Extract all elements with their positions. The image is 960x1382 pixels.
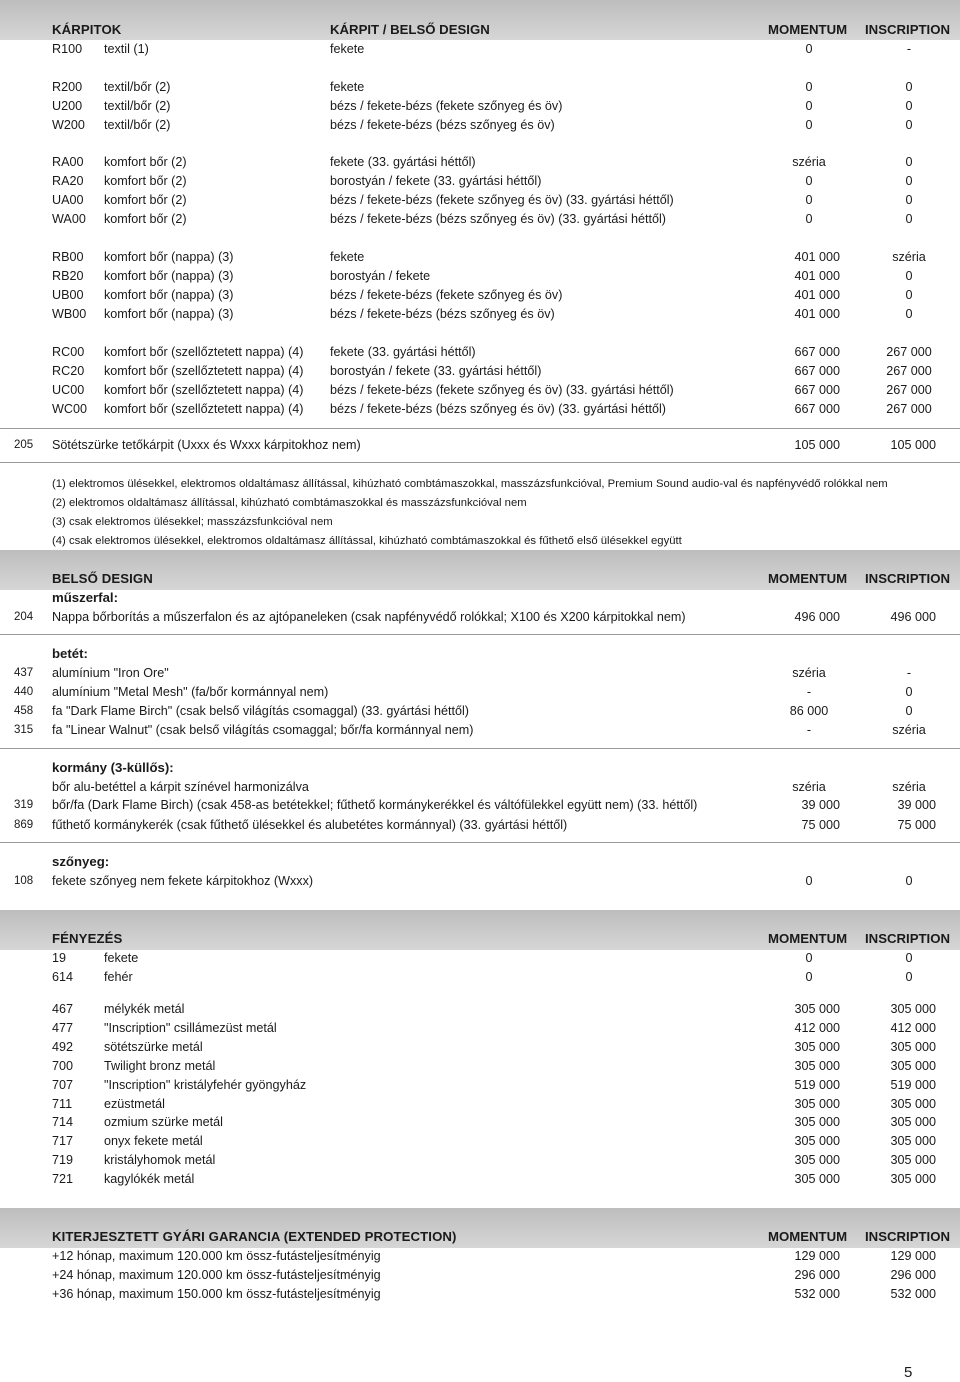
paint-code: 614 xyxy=(52,970,74,984)
section-subtitle: KÁRPIT / BELSŐ DESIGN xyxy=(330,22,490,37)
option-code: R200 xyxy=(52,80,83,94)
option-description: bőr alu-betéttel a kárpit színével harmonizálva xyxy=(52,780,309,794)
price-momentum: széria xyxy=(792,666,826,680)
price-momentum: 401 000 xyxy=(794,307,840,321)
table-row xyxy=(0,702,960,721)
table-row xyxy=(0,1000,960,1019)
price-inscription: széria xyxy=(892,723,926,737)
section-header-upholstery xyxy=(0,0,960,40)
table-row xyxy=(0,1266,960,1285)
price-momentum: 667 000 xyxy=(794,345,840,359)
paint-name: ezüstmetál xyxy=(104,1096,165,1111)
price-inscription: 0 xyxy=(905,307,913,321)
material: komfort bőr (nappa) (3) xyxy=(104,269,234,283)
divider xyxy=(0,462,960,463)
section-header-extended-warranty xyxy=(0,1208,960,1248)
paint-code: 721 xyxy=(52,1172,74,1187)
color-description: bézs / fekete-bézs (fekete szőnyeg és öv) (33. gyártási héttől) xyxy=(330,193,674,207)
price-inscription: széria xyxy=(892,780,926,794)
paint-name: kagylókék metál xyxy=(104,1172,195,1187)
option-code: W200 xyxy=(52,118,85,132)
material: komfort bőr (nappa) (3) xyxy=(104,250,234,264)
price-momentum: 296 000 xyxy=(794,1268,840,1282)
column-header-inscription: INSCRIPTION xyxy=(865,22,950,37)
table-row xyxy=(0,116,960,135)
material: komfort bőr (szellőztetett nappa) (4) xyxy=(104,364,304,378)
divider xyxy=(0,428,960,429)
price-inscription: 305 000 xyxy=(890,1002,936,1016)
option-code: RB20 xyxy=(52,269,84,283)
section-title: KÁRPITOK xyxy=(52,22,122,37)
color-description: bézs / fekete-bézs (bézs szőnyeg és öv) xyxy=(330,307,555,321)
footnote: (4) csak elektromos ülésekkel, elektromos oldaltámasz állítással, kihúzható combtámaszokkal és fűthető első ülésekkel együtt xyxy=(52,535,682,547)
divider xyxy=(0,634,960,635)
table-row xyxy=(0,796,960,815)
table-row xyxy=(0,664,960,683)
option-code: RC00 xyxy=(52,345,85,359)
color-description: fekete xyxy=(330,250,365,264)
price-momentum: 39 000 xyxy=(801,798,840,812)
column-header-inscription: INSCRIPTION xyxy=(865,1229,950,1244)
warranty-description: +12 hónap, maximum 120.000 km össz-futásteljesítményig xyxy=(52,1249,381,1263)
color-description: fekete (33. gyártási héttől) xyxy=(330,345,476,359)
paint-code: 707 xyxy=(52,1077,74,1092)
price-momentum: széria xyxy=(792,155,826,169)
option-code: WC00 xyxy=(52,402,87,416)
paint-name: Twilight bronz metál xyxy=(104,1058,216,1073)
price-inscription: 0 xyxy=(905,193,913,207)
option-code: 437 xyxy=(14,667,34,679)
paint-code: 719 xyxy=(52,1153,74,1168)
price-momentum: széria xyxy=(792,780,826,794)
divider xyxy=(0,748,960,749)
paint-code: 711 xyxy=(52,1096,73,1111)
price-inscription: 305 000 xyxy=(890,1039,936,1054)
table-row xyxy=(0,248,960,267)
table-row xyxy=(0,305,960,324)
option-description: fűthető kormánykerék (csak fűthető ülésekkel és alubetétes kormánnyal) (33. gyártási héttől) xyxy=(52,818,568,832)
price-momentum: 519 000 xyxy=(794,1077,840,1092)
table-row xyxy=(0,1170,960,1189)
price-inscription: 305 000 xyxy=(890,1115,936,1130)
price-momentum: 0 xyxy=(805,42,813,56)
price-inscription: 0 xyxy=(905,269,913,283)
price-momentum: 0 xyxy=(805,174,813,188)
material: textil (1) xyxy=(104,42,149,56)
table-row xyxy=(0,172,960,191)
material: komfort bőr (szellőztetett nappa) (4) xyxy=(104,345,304,359)
price-inscription: 0 xyxy=(905,951,913,965)
footnote: (1) elektromos ülésekkel, elektromos oldaltámasz állítással, kihúzható combtámaszokkal, masszázsfunkcióval, Premium Sound audio-val és napfényvédő rolókkal nem xyxy=(52,478,888,490)
price-momentum: 305 000 xyxy=(794,1058,840,1073)
price-momentum: 0 xyxy=(805,970,813,984)
group-heading-inlay: betét: xyxy=(52,646,88,661)
price-inscription: 267 000 xyxy=(886,345,932,359)
warranty-description: +24 hónap, maximum 120.000 km össz-futásteljesítményig xyxy=(52,1268,381,1282)
table-row xyxy=(0,683,960,702)
option-code: R100 xyxy=(52,42,83,56)
price-inscription: 105 000 xyxy=(890,438,936,452)
table-row xyxy=(0,872,960,891)
price-inscription: 532 000 xyxy=(890,1287,936,1301)
option-code: 869 xyxy=(14,819,34,831)
price-inscription: 0 xyxy=(905,174,913,188)
table-row xyxy=(0,153,960,172)
section-header-paint xyxy=(0,910,960,950)
price-inscription: 519 000 xyxy=(890,1077,936,1092)
table-row xyxy=(0,1019,960,1038)
option-code: UB00 xyxy=(52,288,84,302)
option-code: WB00 xyxy=(52,307,87,321)
divider xyxy=(0,842,960,843)
option-code: WA00 xyxy=(52,212,86,226)
option-description: fa "Linear Walnut" (csak belső világítás csomaggal; bőr/fa kormánnyal nem) xyxy=(52,723,474,737)
price-momentum: 532 000 xyxy=(794,1287,840,1301)
table-row xyxy=(0,436,960,455)
paint-name: mélykék metál xyxy=(104,1002,185,1016)
page-number: 5 xyxy=(904,1364,913,1381)
price-inscription: 0 xyxy=(905,118,913,132)
paint-name: kristályhomok metál xyxy=(104,1153,216,1168)
price-momentum: - xyxy=(806,723,812,737)
color-description: bézs / fekete-bézs (fekete szőnyeg és öv) (33. gyártási héttől) xyxy=(330,383,674,397)
option-code: RA20 xyxy=(52,174,84,188)
price-momentum: 129 000 xyxy=(794,1249,840,1263)
table-row xyxy=(0,1095,960,1114)
option-code: 108 xyxy=(14,875,34,887)
price-momentum: 105 000 xyxy=(794,438,840,452)
table-row xyxy=(0,362,960,381)
price-momentum: 0 xyxy=(805,80,813,94)
material: textil/bőr (2) xyxy=(104,118,171,132)
table-row xyxy=(0,381,960,400)
group-heading-steering: kormány (3-küllős): xyxy=(52,760,174,775)
option-description: Nappa bőrborítás a műszerfalon és az ajtópaneleken (csak napfényvédő rolókkal; X100 és X200 kárpitokkal nem) xyxy=(52,610,686,624)
price-momentum: 305 000 xyxy=(794,1002,840,1016)
option-code: 204 xyxy=(14,611,34,623)
table-row xyxy=(0,608,960,627)
price-inscription: 267 000 xyxy=(886,402,932,416)
price-inscription: 305 000 xyxy=(890,1172,936,1187)
option-description: alumínium "Metal Mesh" (fa/bőr kormánnyal nem) xyxy=(52,685,329,699)
table-row xyxy=(0,968,960,987)
price-inscription: 0 xyxy=(905,874,913,888)
price-inscription: széria xyxy=(892,250,926,264)
price-momentum: 0 xyxy=(805,99,813,113)
price-inscription: 412 000 xyxy=(890,1020,936,1035)
price-momentum: 401 000 xyxy=(794,250,840,264)
table-row xyxy=(0,778,960,797)
price-momentum: 0 xyxy=(805,951,813,965)
paint-name: sötétszürke metál xyxy=(104,1039,203,1054)
paint-name: onyx fekete metál xyxy=(104,1134,203,1149)
table-row xyxy=(0,97,960,116)
table-row xyxy=(0,949,960,968)
color-description: bézs / fekete-bézs (bézs szőnyeg és öv) (33. gyártási héttől) xyxy=(330,402,666,416)
material: komfort bőr (2) xyxy=(104,212,187,226)
paint-name: "Inscription" csillámezüst metál xyxy=(104,1020,277,1035)
group-heading-carpet: szőnyeg: xyxy=(52,854,110,869)
paint-name: "Inscription" kristályfehér gyöngyház xyxy=(104,1077,307,1092)
price-inscription: 0 xyxy=(905,970,913,984)
option-code: 458 xyxy=(14,705,34,717)
material: komfort bőr (nappa) (3) xyxy=(104,288,234,302)
option-code: 315 xyxy=(14,724,34,736)
paint-code: 467 xyxy=(52,1002,74,1016)
paint-code: 477 xyxy=(52,1020,74,1035)
paint-name: ozmium szürke metál xyxy=(104,1115,223,1130)
option-code: RB00 xyxy=(52,250,84,264)
price-inscription: 39 000 xyxy=(897,798,936,812)
paint-code: 714 xyxy=(52,1115,74,1130)
price-inscription: 0 xyxy=(905,155,913,169)
paint-code: 700 xyxy=(52,1058,74,1073)
color-description: borostyán / fekete xyxy=(330,269,431,283)
price-momentum: 401 000 xyxy=(794,269,840,283)
column-header-inscription: INSCRIPTION xyxy=(865,931,950,946)
table-row xyxy=(0,191,960,210)
price-inscription: 267 000 xyxy=(886,383,932,397)
table-row xyxy=(0,267,960,286)
color-description: fekete (33. gyártási héttől) xyxy=(330,155,476,169)
column-header-momentum: MOMENTUM xyxy=(768,931,848,946)
price-inscription: 0 xyxy=(905,704,913,718)
price-momentum: 305 000 xyxy=(794,1115,840,1130)
price-momentum: 305 000 xyxy=(794,1039,840,1054)
price-inscription: 496 000 xyxy=(890,610,936,624)
material: komfort bőr (nappa) (3) xyxy=(104,307,234,321)
color-description: bézs / fekete-bézs (fekete szőnyeg és öv) xyxy=(330,99,563,113)
option-code: UA00 xyxy=(52,193,84,207)
table-row xyxy=(0,1038,960,1057)
option-description: bőr/fa (Dark Flame Birch) (csak 458-as betétekkel; fűthető kormánykerékkel és váltófülekkel együtt nem) (33. héttől) xyxy=(52,798,698,812)
price-inscription: 75 000 xyxy=(897,818,936,832)
material: komfort bőr (2) xyxy=(104,174,187,188)
option-code: UC00 xyxy=(52,383,85,397)
table-row xyxy=(0,1247,960,1266)
color-description: bézs / fekete-bézs (bézs szőnyeg és öv) xyxy=(330,118,555,132)
table-row xyxy=(0,343,960,362)
option-code: 319 xyxy=(14,799,34,811)
option-code: U200 xyxy=(52,99,83,113)
price-inscription: 0 xyxy=(905,99,913,113)
color-description: bézs / fekete-bézs (bézs szőnyeg és öv) (33. gyártási héttől) xyxy=(330,212,666,226)
price-momentum: - xyxy=(806,685,812,699)
price-inscription: 0 xyxy=(905,212,913,226)
paint-name: fehér xyxy=(104,970,133,984)
table-row xyxy=(0,1132,960,1151)
option-description: fekete szőnyeg nem fekete kárpitokhoz (Wxxx) xyxy=(52,874,314,888)
section-header-interior-design xyxy=(0,550,960,590)
color-description: borostyán / fekete (33. gyártási héttől) xyxy=(330,364,542,378)
table-row xyxy=(0,1151,960,1170)
price-momentum: 667 000 xyxy=(794,402,840,416)
warranty-description: +36 hónap, maximum 150.000 km össz-futásteljesítményig xyxy=(52,1287,381,1301)
table-row xyxy=(0,1057,960,1076)
color-description: borostyán / fekete (33. gyártási héttől) xyxy=(330,174,542,188)
material: komfort bőr (szellőztetett nappa) (4) xyxy=(104,383,304,397)
price-inscription: 305 000 xyxy=(890,1153,936,1168)
table-row xyxy=(0,210,960,229)
option-code: RC20 xyxy=(52,364,85,378)
price-inscription: 0 xyxy=(905,80,913,94)
price-momentum: 0 xyxy=(805,874,813,888)
footnote: (2) elektromos oldaltámasz állítással, kihúzható combtámaszokkal és masszázsfunkcióval nem xyxy=(52,497,527,509)
table-row xyxy=(0,1076,960,1095)
section-title: FÉNYEZÉS xyxy=(52,931,123,946)
table-row xyxy=(0,400,960,419)
column-header-momentum: MOMENTUM xyxy=(768,1229,848,1244)
price-momentum: 667 000 xyxy=(794,364,840,378)
table-row xyxy=(0,40,960,59)
table-row xyxy=(0,78,960,97)
table-row xyxy=(0,286,960,305)
price-inscription: 129 000 xyxy=(890,1249,936,1263)
option-description: fa "Dark Flame Birch" (csak belső világítás csomaggal) (33. gyártási héttől) xyxy=(52,704,469,718)
price-inscription: 305 000 xyxy=(890,1134,936,1149)
paint-code: 492 xyxy=(52,1039,74,1054)
material: komfort bőr (2) xyxy=(104,193,187,207)
section-title: KITERJESZTETT GYÁRI GARANCIA (EXTENDED PROTECTION) xyxy=(52,1229,457,1244)
column-header-momentum: MOMENTUM xyxy=(768,571,848,586)
price-momentum: 305 000 xyxy=(794,1172,840,1187)
price-inscription: 296 000 xyxy=(890,1268,936,1282)
column-header-inscription: INSCRIPTION xyxy=(865,571,950,586)
price-inscription: 305 000 xyxy=(890,1096,936,1111)
material: textil/bőr (2) xyxy=(104,99,171,113)
color-description: bézs / fekete-bézs (fekete szőnyeg és öv) xyxy=(330,288,563,302)
price-momentum: 0 xyxy=(805,212,813,226)
column-header-momentum: MOMENTUM xyxy=(768,22,848,37)
price-momentum: 412 000 xyxy=(794,1020,840,1035)
table-row xyxy=(0,721,960,740)
group-heading-dashboard: műszerfal: xyxy=(52,590,118,605)
price-inscription: 0 xyxy=(905,288,913,302)
option-code: 205 xyxy=(14,439,34,451)
price-momentum: 667 000 xyxy=(794,383,840,397)
material: komfort bőr (2) xyxy=(104,155,187,169)
material: komfort bőr (szellőztetett nappa) (4) xyxy=(104,402,304,416)
price-momentum: 0 xyxy=(805,193,813,207)
option-code: RA00 xyxy=(52,155,84,169)
section-title: BELSŐ DESIGN xyxy=(52,571,153,586)
option-description: Sötétszürke tetőkárpit (Uxxx és Wxxx kárpitokhoz nem) xyxy=(52,438,361,452)
price-momentum: 305 000 xyxy=(794,1096,840,1111)
price-momentum: 305 000 xyxy=(794,1153,840,1168)
material: textil/bőr (2) xyxy=(104,80,171,94)
price-momentum: 75 000 xyxy=(801,818,840,832)
paint-code: 19 xyxy=(52,951,67,965)
price-inscription: 305 000 xyxy=(890,1058,936,1073)
paint-name: fekete xyxy=(104,951,139,965)
price-momentum: 496 000 xyxy=(794,610,840,624)
price-momentum: 305 000 xyxy=(794,1134,840,1149)
price-inscription: 267 000 xyxy=(886,364,932,378)
option-description: alumínium "Iron Ore" xyxy=(52,666,169,680)
price-momentum: 86 000 xyxy=(789,704,829,718)
price-inscription: - xyxy=(906,666,912,680)
price-inscription: - xyxy=(906,42,912,56)
price-inscription: 0 xyxy=(905,685,913,699)
price-momentum: 0 xyxy=(805,118,813,132)
footnote: (3) csak elektromos ülésekkel; masszázsfunkcióval nem xyxy=(52,516,333,528)
color-description: fekete xyxy=(330,42,365,56)
option-code: 440 xyxy=(14,686,34,698)
table-row xyxy=(0,1285,960,1304)
color-description: fekete xyxy=(330,80,365,94)
paint-code: 717 xyxy=(52,1134,74,1149)
price-momentum: 401 000 xyxy=(794,288,840,302)
table-row xyxy=(0,816,960,835)
table-row xyxy=(0,1113,960,1132)
